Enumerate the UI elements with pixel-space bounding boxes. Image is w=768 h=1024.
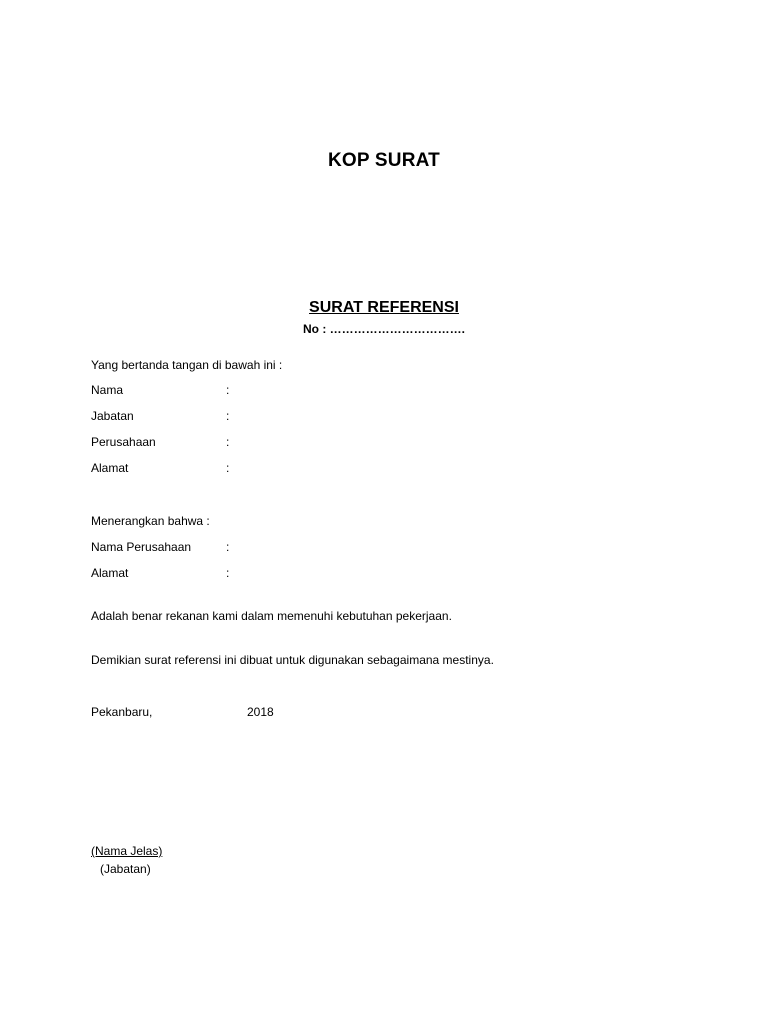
field-colon: : <box>226 461 230 475</box>
field-colon: : <box>226 409 230 423</box>
field-label: Alamat <box>91 566 129 580</box>
subject-field-nama-perusahaan <box>91 540 491 556</box>
signer-field-alamat <box>91 461 491 477</box>
body-paragraph-2: Demikian surat referensi ini dibuat untuk digunakan sebagaimana mestinya. <box>91 653 494 667</box>
letterhead-placeholder: KOP SURAT <box>328 150 440 171</box>
statement-intro-text: Menerangkan bahwa : <box>91 514 210 528</box>
document-title: SURAT REFERENSI <box>309 299 459 316</box>
subject-field-alamat <box>91 566 491 582</box>
signer-field-jabatan <box>91 409 491 425</box>
signer-position-placeholder: (Jabatan) <box>100 862 151 876</box>
document-number: No : ……………………………. <box>303 322 465 336</box>
signer-field-perusahaan <box>91 435 491 451</box>
field-colon: : <box>226 435 230 449</box>
intro-text: Yang bertanda tangan di bawah ini : <box>91 358 283 372</box>
field-colon: : <box>226 383 230 397</box>
field-colon: : <box>226 566 230 580</box>
field-label: Alamat <box>91 461 129 475</box>
body-paragraph-1: Adalah benar rekanan kami dalam memenuhi kebutuhan pekerjaan. <box>91 609 452 623</box>
closing-place: Pekanbaru, <box>91 705 153 719</box>
field-label: Nama <box>91 383 124 397</box>
field-colon: : <box>226 540 230 554</box>
closing-year: 2018 <box>247 705 274 719</box>
field-label: Perusahaan <box>91 435 156 449</box>
signer-field-nama <box>91 383 491 399</box>
field-label: Nama Perusahaan <box>91 540 192 554</box>
field-label: Jabatan <box>91 409 134 423</box>
signer-name-placeholder: (Nama Jelas) <box>91 844 163 858</box>
